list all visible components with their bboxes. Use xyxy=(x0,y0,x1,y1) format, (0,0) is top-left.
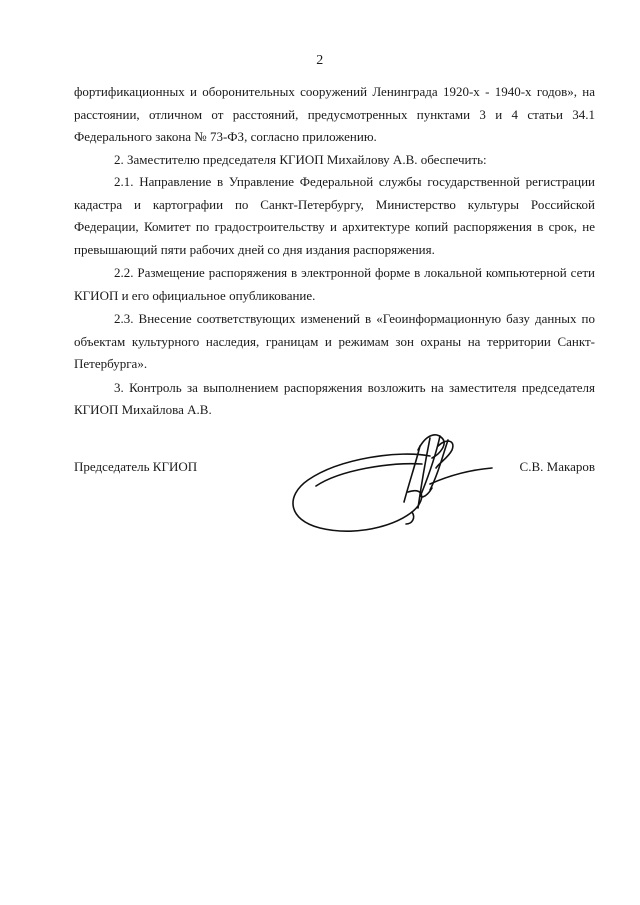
paragraph-item-3: 3. Контроль за выполнением распоряжения возложить на заместителя председателя КГИОП Михайлова А.В. xyxy=(74,379,595,417)
paragraph-item-2-3: 2.3. Внесение соответствующих изменений в «Геоинформационную базу данных по объектам культурного наследия, границам и режимам зон охраны на территории Санкт-Петербурга». xyxy=(74,311,595,371)
handwritten-signature xyxy=(280,428,495,543)
paragraph-item-2-1: 2.1. Направление в Управление Федеральной службы государственной регистрации кадастра и картографии по Санкт-Петербургу, Министерство культуры Российской Федерации, Комитет по градостроительству и архитектуре копий распоряжения в срок, не превышающий пяти рабочих дней со дня издания распоряжения. xyxy=(74,174,595,257)
signatory-name: С.В. Макаров xyxy=(519,459,595,474)
signatory-title: Председатель КГИОП xyxy=(74,459,198,474)
paragraph-item-2: 2. Заместителю председателя КГИОП Михайлову А.В. обеспечить: xyxy=(114,151,487,167)
paragraph-item-2-2: 2.2. Размещение распоряжения в электронной форме в локальной компьютерной сети КГИОП и его официальное опубликование. xyxy=(74,265,595,303)
paragraph-continuation: фортификационных и оборонительных сооружений Ленинграда 1920-х - 1940-х годов», на расстоянии, отличном от расстояний, предусмотренных пунктами 3 и 4 статьи 34.1 Федерального закона № 73-ФЗ, согласно приложению. xyxy=(74,84,595,144)
document-body xyxy=(74,81,595,422)
page-number: 2 xyxy=(316,53,324,68)
